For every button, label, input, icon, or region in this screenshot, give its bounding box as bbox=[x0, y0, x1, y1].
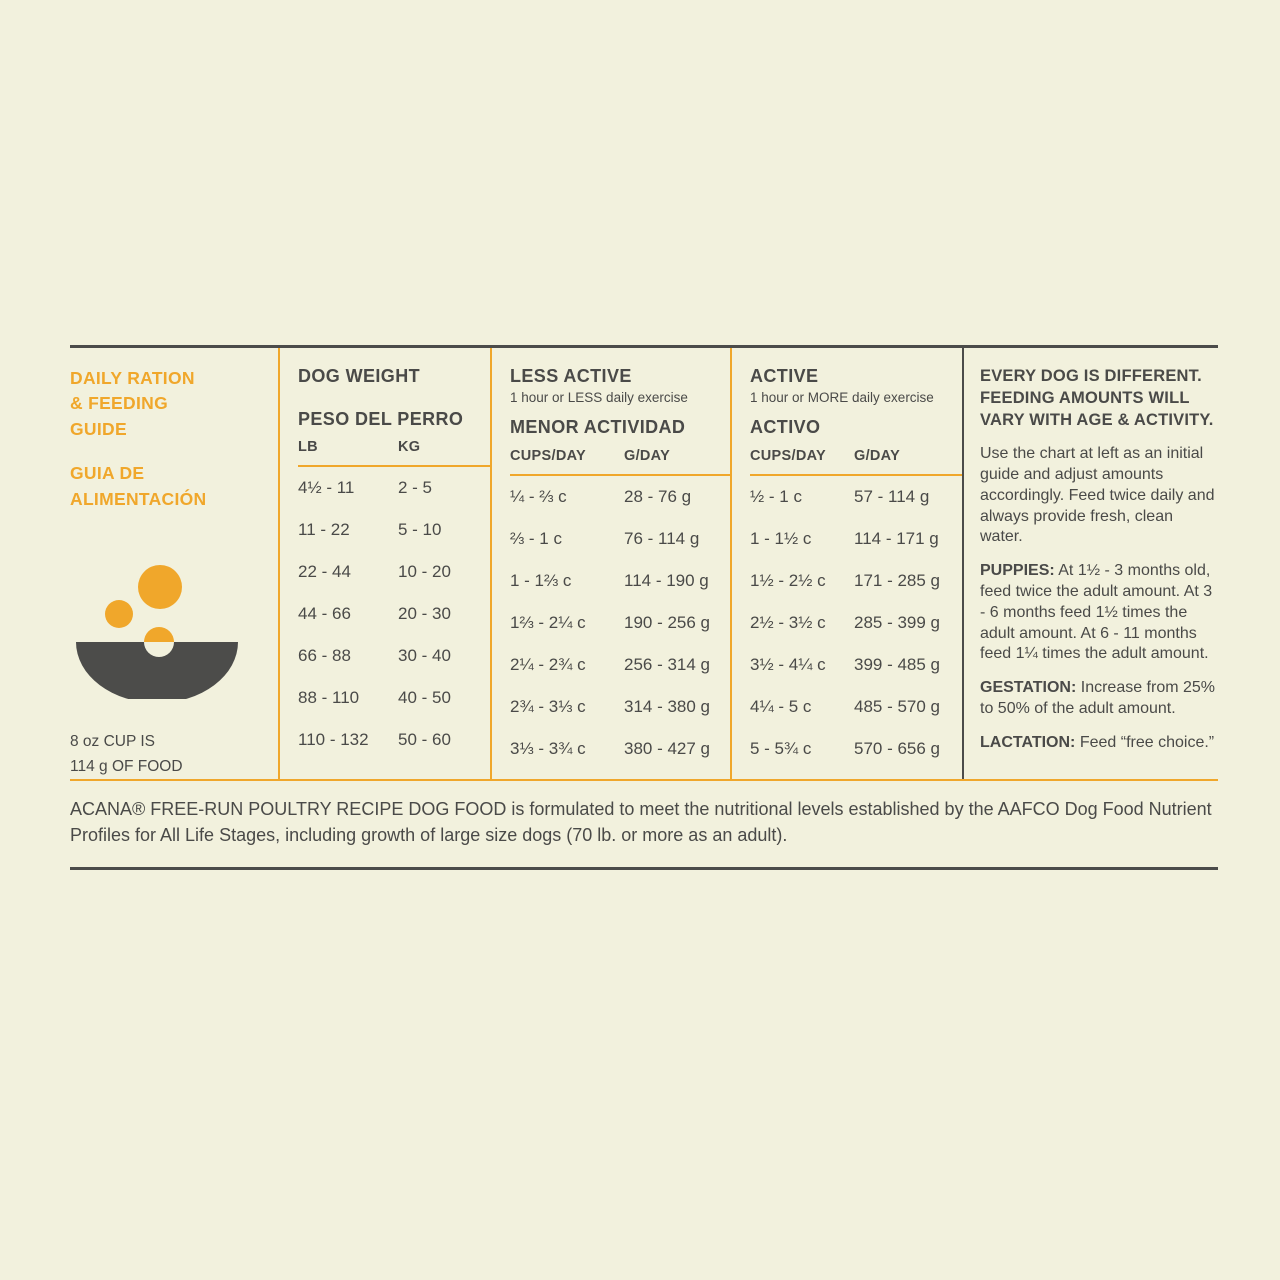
bottom-divider bbox=[70, 867, 1218, 870]
table-row bbox=[750, 476, 962, 518]
guide-title-es bbox=[70, 461, 278, 512]
dog-weight-subheader-lb: LB bbox=[298, 439, 318, 456]
notes-title-line1: EVERY DOG IS DIFFERENT. bbox=[980, 367, 1202, 385]
table-row bbox=[510, 686, 730, 728]
cell-lb: 22 - 44 bbox=[298, 562, 351, 582]
table-row bbox=[750, 602, 962, 644]
cell-kg: 50 - 60 bbox=[398, 730, 451, 750]
table-row bbox=[510, 644, 730, 686]
less-active-header-en: LESS ACTIVE bbox=[510, 366, 632, 386]
table-row bbox=[298, 719, 490, 761]
cell-cups: 1 - 1⅔ c bbox=[510, 570, 572, 590]
table-row bbox=[298, 467, 490, 509]
notes-lactation-label: LACTATION: bbox=[980, 733, 1076, 751]
cell-grams: 114 - 190 g bbox=[624, 570, 709, 590]
table-row bbox=[510, 476, 730, 518]
table-row bbox=[298, 551, 490, 593]
notes-gestation-label: GESTATION: bbox=[980, 679, 1077, 697]
cell-grams: 399 - 485 g bbox=[854, 654, 941, 674]
cell-lb: 66 - 88 bbox=[298, 646, 351, 666]
guide-title-en-line1: DAILY RATION bbox=[70, 368, 195, 388]
guide-title-es-line2: ALIMENTACIÓN bbox=[70, 488, 207, 509]
cell-cups: 3½ - 4¼ c bbox=[750, 654, 826, 674]
active-header-es: ACTIVO bbox=[750, 416, 821, 437]
notes-intro: Use the chart at left as an initial guide and adjust amounts accordingly. Feed twice daily and always provide fresh, clean water. bbox=[980, 445, 1215, 546]
table-row bbox=[750, 728, 962, 770]
less-active-subheader-grams: G/DAY bbox=[624, 447, 671, 464]
cell-kg: 5 - 10 bbox=[398, 520, 442, 540]
dog-weight-subheader-kg: KG bbox=[398, 439, 421, 456]
less-active-subheader bbox=[510, 438, 730, 476]
notes-title-line3: VARY WITH AGE & ACTIVITY. bbox=[980, 410, 1214, 429]
cell-cups: 2¼ - 2¾ c bbox=[510, 654, 586, 674]
cell-kg: 10 - 20 bbox=[398, 562, 451, 582]
cell-cups: 1⅔ - 2¼ c bbox=[510, 612, 586, 632]
cell-grams: 380 - 427 g bbox=[624, 738, 711, 758]
column-active bbox=[730, 348, 962, 779]
less-active-subheader-cups: CUPS/DAY bbox=[510, 447, 586, 464]
aafco-statement bbox=[70, 781, 1218, 866]
less-active-header-note: 1 hour or LESS daily exercise bbox=[510, 389, 688, 405]
cell-cups: ⅔ - 1 c bbox=[510, 528, 562, 548]
table-row bbox=[298, 677, 490, 719]
active-header-en: ACTIVE bbox=[750, 366, 819, 386]
table-row bbox=[510, 602, 730, 644]
active-rows bbox=[750, 476, 962, 770]
cell-grams: 114 - 171 g bbox=[854, 528, 939, 548]
aafco-statement-text: ACANA® FREE-RUN POULTRY RECIPE DOG FOOD is formulated to meet the nutritional levels established by the AAFCO Dog Food Nutrient Profiles for All Life Stages, including growth of large size dogs (70 lb. or more as an adult). bbox=[70, 799, 1212, 846]
dog-weight-header-es: PESO DEL PERRO bbox=[298, 408, 464, 429]
active-subheader bbox=[750, 438, 962, 476]
cell-lb: 110 - 132 bbox=[298, 730, 369, 750]
cell-grams: 190 - 256 g bbox=[624, 612, 711, 632]
cell-grams: 314 - 380 g bbox=[624, 696, 711, 716]
guide-title-en-line3: GUIDE bbox=[70, 418, 127, 439]
table-row bbox=[750, 686, 962, 728]
cell-grams: 57 - 114 g bbox=[854, 486, 930, 506]
notes-title bbox=[980, 366, 1218, 431]
dog-bowl-with-kibble-icon bbox=[70, 564, 245, 699]
feeding-guide-panel bbox=[70, 345, 1218, 870]
active-subheader-grams: G/DAY bbox=[854, 447, 901, 464]
cell-grams: 28 - 76 g bbox=[624, 486, 692, 506]
column-notes bbox=[962, 348, 1218, 779]
notes-gestation-text: Increase from 25% to 50% of the adult amount. bbox=[980, 679, 1216, 718]
bowl-illustration bbox=[70, 564, 278, 714]
table-row bbox=[298, 509, 490, 551]
notes-puppies-label: PUPPIES: bbox=[980, 562, 1055, 580]
table-row bbox=[298, 593, 490, 635]
less-active-header-es: MENOR ACTIVIDAD bbox=[510, 416, 686, 437]
cell-grams: 171 - 285 g bbox=[854, 570, 941, 590]
cell-cups: 1½ - 2½ c bbox=[750, 570, 826, 590]
cell-grams: 76 - 114 g bbox=[624, 528, 700, 548]
dog-weight-subheader bbox=[298, 429, 490, 467]
cell-grams: 570 - 656 g bbox=[854, 738, 941, 758]
cell-lb: 88 - 110 bbox=[298, 688, 360, 708]
cell-grams: 256 - 314 g bbox=[624, 654, 711, 674]
cup-weight-note bbox=[70, 730, 278, 780]
notes-gestation bbox=[980, 678, 1218, 720]
notes-lactation-text: Feed “free choice.” bbox=[1075, 733, 1215, 751]
guide-title-en bbox=[70, 366, 278, 442]
cell-lb: 11 - 22 bbox=[298, 520, 350, 540]
active-header-note: 1 hour or MORE daily exercise bbox=[750, 389, 934, 405]
notes-title-line2: FEEDING AMOUNTS WILL bbox=[980, 388, 1190, 407]
table-row bbox=[510, 518, 730, 560]
table-row bbox=[510, 728, 730, 770]
guide-title-es-line1: GUIA DE bbox=[70, 463, 145, 484]
table-row bbox=[510, 560, 730, 602]
brand-column bbox=[70, 348, 278, 779]
cell-kg: 30 - 40 bbox=[398, 646, 451, 666]
dog-weight-rows bbox=[298, 467, 490, 761]
cup-weight-note-line1: 8 oz CUP IS bbox=[70, 732, 156, 750]
guide-title-en-line2: & FEEDING bbox=[70, 393, 168, 414]
cell-cups: ½ - 1 c bbox=[750, 486, 802, 506]
cup-weight-note-line2: 114 g OF FOOD bbox=[70, 757, 183, 775]
cell-grams: 285 - 399 g bbox=[854, 612, 941, 632]
cell-cups: 2½ - 3½ c bbox=[750, 612, 826, 632]
table-row bbox=[298, 635, 490, 677]
table-row bbox=[750, 644, 962, 686]
cell-cups: 2¾ - 3⅓ c bbox=[510, 696, 586, 716]
feeding-chart bbox=[70, 348, 1218, 779]
column-dog-weight bbox=[278, 348, 490, 779]
notes-lactation bbox=[980, 733, 1218, 754]
table-row bbox=[750, 518, 962, 560]
cell-cups: 4¼ - 5 c bbox=[750, 696, 812, 716]
cell-cups: 1 - 1½ c bbox=[750, 528, 812, 548]
cell-cups: 5 - 5¾ c bbox=[750, 738, 812, 758]
notes-puppies-text: At 1½ - 3 months old, feed twice the adult amount. At 3 - 6 months feed 1½ times the adult amount. At 6 - 11 months feed 1¼ times the adult amount. bbox=[980, 562, 1213, 663]
column-less-active bbox=[490, 348, 730, 779]
cell-cups: ¼ - ⅔ c bbox=[510, 486, 567, 506]
cell-lb: 44 - 66 bbox=[298, 604, 351, 624]
active-subheader-cups: CUPS/DAY bbox=[750, 447, 826, 464]
table-row bbox=[750, 560, 962, 602]
dog-weight-header-en: DOG WEIGHT bbox=[298, 366, 420, 386]
cell-lb: 4½ - 11 bbox=[298, 478, 355, 498]
cell-kg: 2 - 5 bbox=[398, 478, 433, 498]
cell-kg: 40 - 50 bbox=[398, 688, 451, 708]
notes-puppies bbox=[980, 561, 1218, 665]
less-active-rows bbox=[510, 476, 730, 770]
cell-grams: 485 - 570 g bbox=[854, 696, 941, 716]
cell-cups: 3⅓ - 3¾ c bbox=[510, 738, 586, 758]
cell-kg: 20 - 30 bbox=[398, 604, 451, 624]
